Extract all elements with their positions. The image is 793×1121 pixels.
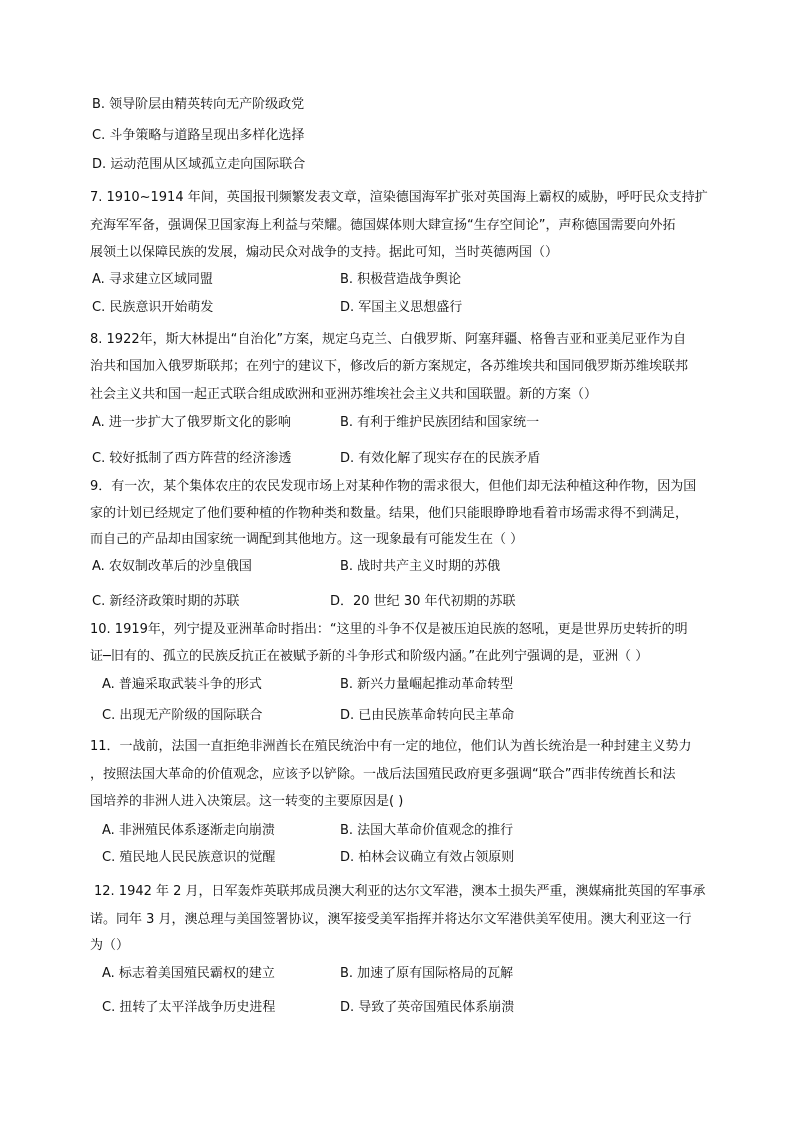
- q10-option-b: B. 新兴力量崛起推动革命转型: [340, 677, 514, 692]
- q12-option-a: A. 标志着美国殖民霸权的建立: [102, 966, 275, 981]
- q8-option-d: D. 有效化解了现实存在的民族矛盾: [340, 451, 541, 466]
- q7-stem-line-2: 充海军军备，强调保卫国家海上利益与荣耀。德国媒体则大肆宣扬“生存空间论”，声称德国需要向外拓: [90, 218, 676, 233]
- q12-option-b: B. 加速了原有国际格局的瓦解: [340, 966, 514, 981]
- q8-stem-line-2: 治共和国加入俄罗斯联邦；在列宁的建议下，修改后的新方案规定，各苏维埃共和国同俄罗斯苏维埃联邦: [90, 359, 689, 374]
- q11-option-d: D. 柏林会议确立有效占领原则: [340, 850, 515, 865]
- q6-option-d: D. 运动范围从区域孤立走向国际联合: [92, 157, 306, 172]
- q7-stem-line-1: 7. 1910~1914 年间，英国报刊频繁发表文章，渲染德国海军扩张对英国海上霸权的威胁，呼吁民众支持扩: [90, 190, 708, 205]
- q9-option-c: C. 新经济政策时期的苏联: [92, 594, 240, 609]
- q9-stem-line-2: 家的计划已经规定了他们要种植的作物种类和数量。结果，他们只能眼睁睁地看着市场需求得不到满足，: [90, 506, 689, 521]
- q9-stem-line-3: 而自己的产品却由国家统一调配到其他地方。这一现象最有可能发生在（ ）: [90, 532, 524, 547]
- q10-stem-line-2: 证─旧有的、孤立的民族反抗正在被赋予新的斗争形式和阶级内涵。”在此列宁强调的是，亚洲（ ）: [90, 649, 649, 664]
- q7-stem-line-3: 展领土以保障民族的发展，煽动民众对战争的支持。据此可知，当时英德两国（）: [90, 245, 559, 260]
- q7-option-d: D. 军国主义思想盛行: [340, 300, 463, 315]
- q8-option-c: C. 较好抵制了西方阵营的经济渗透: [92, 451, 292, 466]
- q10-stem-line-1: 10. 1919年，列宁提及亚洲革命时指出：“这里的斗争不仅是被压迫民族的怒吼，更是世界历史转折的明: [90, 622, 688, 637]
- q11-stem-line-1: 11．一战前，法国一直拒绝非洲酋长在殖民统治中有一定的地位，他们认为酋长统治是一种封建主义势力: [90, 739, 692, 754]
- q12-option-c: C. 扭转了太平洋战争历史进程: [102, 1000, 276, 1015]
- q11-option-b: B. 法国大革命价值观念的推行: [340, 823, 514, 838]
- q10-option-d: D. 已由民族革命转向民主革命: [340, 708, 515, 723]
- q12-stem-line-3: 为（）: [90, 938, 130, 953]
- q12-option-d: D. 导致了英帝国殖民体系崩溃: [340, 1000, 515, 1015]
- q9-option-b: B. 战时共产主义时期的苏俄: [340, 559, 501, 574]
- q6-option-c: C. 斗争策略与道路呈现出多样化选择: [92, 128, 305, 143]
- q11-option-a: A. 非洲殖民体系逐渐走向崩溃: [102, 823, 275, 838]
- q12-stem-line-2: 诺。同年 3 月，澳总理与美国签署协议，澳军接受美军指挥并将达尔文军港供美军使用。澳大利亚这一行: [90, 912, 692, 927]
- q8-option-b: B. 有利于维护民族团结和国家统一: [340, 415, 540, 430]
- q11-stem-line-2: ，按照法国大革命的价值观念，应该予以铲除。一战后法国殖民政府更多强调“联合”西非传统酋长和法: [90, 767, 676, 782]
- q9-option-a: A. 农奴制改革后的沙皇俄国: [92, 559, 252, 574]
- q7-option-b: B. 积极营造战争舆论: [340, 272, 462, 287]
- q12-stem-line-1: 12. 1942 年 2 月，日军轰炸英联邦成员澳大利亚的达尔文军港，澳本土损失严重，澳媒痛批英国的军事承: [94, 884, 706, 899]
- q6-option-b: B. 领导阶层由精英转向无产阶级政党: [92, 97, 305, 112]
- q8-stem-line-1: 8. 1922年，斯大林提出“自治化”方案，规定乌克兰、白俄罗斯、阿塞拜疆、格鲁吉亚和亚美尼亚作为自: [90, 332, 687, 347]
- q10-option-a: A. 普遍采取武装斗争的形式: [102, 677, 262, 692]
- q9-stem-line-1: 9．有一次，某个集体农庄的农民发现市场上对某种作物的需求很大，但他们却无法种植这种作物，因为国: [90, 479, 697, 494]
- q9-option-d: D．20 世纪 30 年代初期的苏联: [330, 594, 516, 609]
- q7-option-c: C. 民族意识开始萌发: [92, 300, 214, 315]
- q7-option-a: A. 寻求建立区域同盟: [92, 272, 213, 287]
- q8-option-a: A. 进一步扩大了俄罗斯文化的影响: [92, 415, 291, 430]
- q10-option-c: C. 出现无产阶级的国际联合: [102, 708, 263, 723]
- q8-stem-line-3: 社会主义共和国一起正式联合组成欧洲和亚洲苏维埃社会主义共和国联盟。新的方案（）: [90, 387, 598, 402]
- q11-stem-line-3: 国培养的非洲人进入决策层。这一转变的主要原因是( ): [90, 794, 404, 809]
- q11-option-c: C. 殖民地人民民族意识的觉醒: [102, 850, 276, 865]
